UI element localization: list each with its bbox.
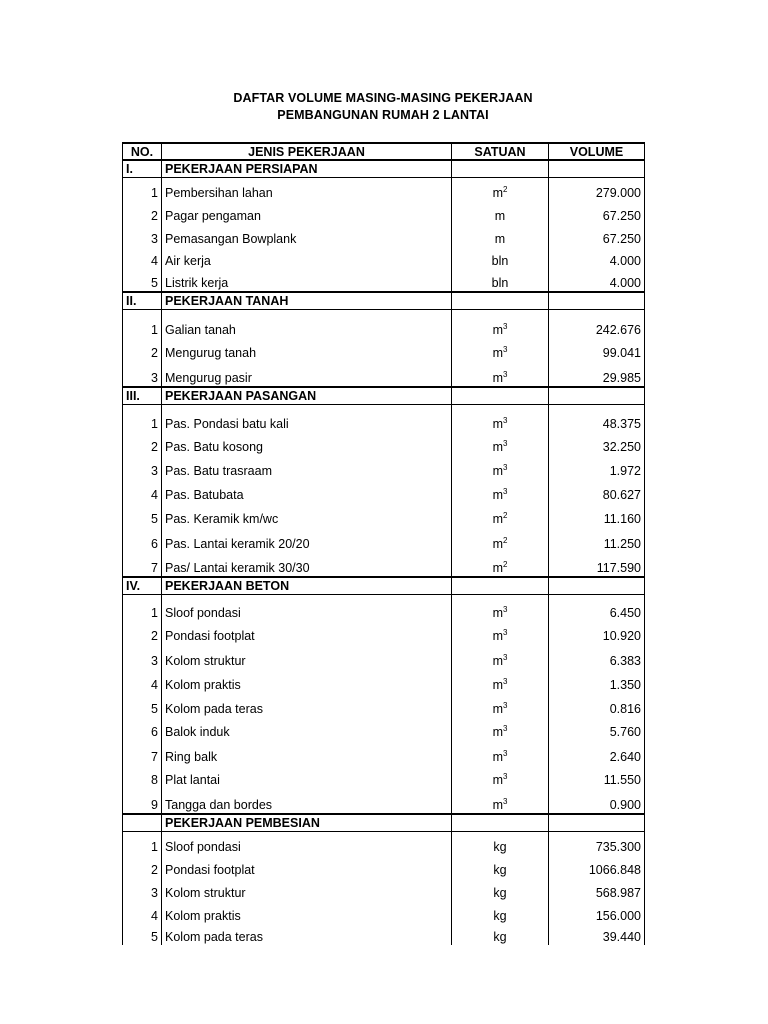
- item-number: 5: [123, 269, 162, 292]
- item-unit: [452, 595, 549, 622]
- item-number: 4: [123, 901, 162, 924]
- item-number: 4: [123, 247, 162, 269]
- section-volume-cell: [549, 577, 645, 595]
- item-unit: [452, 361, 549, 387]
- item-volume: 0.900: [549, 788, 645, 814]
- table-row: [123, 693, 645, 717]
- item-unit: [452, 224, 549, 247]
- item-number: 3: [123, 455, 162, 479]
- table-row: [123, 595, 645, 622]
- item-name: Pagar pengaman: [162, 201, 452, 224]
- unit-text: m: [492, 346, 503, 360]
- item-volume: 39.440: [549, 924, 645, 945]
- item-number: 8: [123, 765, 162, 788]
- item-unit: [452, 669, 549, 693]
- item-number: 2: [123, 621, 162, 644]
- unit-text: m: [492, 417, 503, 431]
- item-volume: 48.375: [549, 405, 645, 433]
- item-number: 4: [123, 669, 162, 693]
- unit-exponent: 3: [502, 700, 508, 710]
- item-volume: 11.160: [549, 503, 645, 527]
- unit-text: kg: [493, 840, 507, 854]
- item-name: Balok induk: [162, 717, 452, 740]
- section-row: [123, 387, 645, 405]
- item-unit: [452, 621, 549, 644]
- unit-text: m: [492, 606, 503, 620]
- item-number: 1: [123, 178, 162, 202]
- section-unit-cell: [452, 814, 549, 832]
- item-unit: [452, 269, 549, 292]
- table-row: [123, 503, 645, 527]
- item-name: Air kerja: [162, 247, 452, 269]
- item-volume: 10.920: [549, 621, 645, 644]
- section-volume-cell: [549, 814, 645, 832]
- item-name: Sloof pondasi: [162, 832, 452, 856]
- item-name: Kolom praktis: [162, 669, 452, 693]
- item-volume: 5.760: [549, 717, 645, 740]
- unit-text: m: [492, 750, 503, 764]
- item-volume: 117.590: [549, 552, 645, 577]
- table-header-row: [123, 143, 645, 160]
- table-row: [123, 338, 645, 361]
- item-number: 1: [123, 310, 162, 339]
- unit-text: m: [492, 464, 503, 478]
- unit-exponent: 3: [502, 796, 508, 806]
- item-name: Pas/ Lantai keramik 30/30: [162, 552, 452, 577]
- item-unit: [452, 503, 549, 527]
- item-name: Pas. Lantai keramik 20/20: [162, 527, 452, 552]
- unit-exponent: 3: [502, 604, 508, 614]
- item-number: 3: [123, 224, 162, 247]
- header-no: NO.: [123, 143, 162, 160]
- item-unit: [452, 740, 549, 765]
- item-volume: 735.300: [549, 832, 645, 856]
- table-row: [123, 832, 645, 856]
- item-name: Kolom pada teras: [162, 693, 452, 717]
- item-volume: 156.000: [549, 901, 645, 924]
- table-row: [123, 269, 645, 292]
- unit-exponent: 2: [502, 184, 508, 194]
- unit-text: m: [492, 186, 503, 200]
- item-name: Listrik kerja: [162, 269, 452, 292]
- item-volume: 1066.848: [549, 855, 645, 878]
- item-name: Plat lantai: [162, 765, 452, 788]
- unit-exponent: 3: [502, 676, 508, 686]
- header-satuan: SATUAN: [452, 143, 549, 160]
- item-name: Sloof pondasi: [162, 595, 452, 622]
- item-number: 2: [123, 201, 162, 224]
- item-name: Pas. Pondasi batu kali: [162, 405, 452, 433]
- header-jenis-pekerjaan: JENIS PEKERJAAN: [162, 143, 452, 160]
- unit-text: m: [494, 209, 506, 223]
- table-row: [123, 924, 645, 945]
- item-number: 1: [123, 832, 162, 856]
- section-number: III.: [123, 387, 162, 405]
- item-number: 6: [123, 717, 162, 740]
- item-number: 3: [123, 361, 162, 387]
- table-row: [123, 405, 645, 433]
- unit-exponent: 3: [502, 462, 508, 472]
- unit-text: m: [492, 323, 503, 337]
- table-row: [123, 878, 645, 901]
- item-unit: [452, 855, 549, 878]
- item-volume: 0.816: [549, 693, 645, 717]
- unit-text: m: [492, 654, 503, 668]
- item-volume: 4.000: [549, 247, 645, 269]
- item-number: 6: [123, 527, 162, 552]
- item-number: 3: [123, 644, 162, 669]
- unit-text: m: [492, 773, 503, 787]
- table-row: [123, 669, 645, 693]
- unit-exponent: 3: [502, 723, 508, 733]
- item-unit: [452, 901, 549, 924]
- unit-exponent: 3: [502, 771, 508, 781]
- unit-exponent: 3: [502, 748, 508, 758]
- header-volume: VOLUME: [549, 143, 645, 160]
- table-row: [123, 479, 645, 503]
- item-unit: [452, 405, 549, 433]
- item-name: Ring balk: [162, 740, 452, 765]
- section-unit-cell: [452, 387, 549, 405]
- unit-text: m: [492, 371, 503, 385]
- item-name: Pondasi footplat: [162, 855, 452, 878]
- unit-text: bln: [491, 254, 509, 268]
- section-unit-cell: [452, 160, 549, 178]
- item-number: 1: [123, 405, 162, 433]
- unit-exponent: 3: [502, 415, 508, 425]
- item-number: 2: [123, 432, 162, 455]
- unit-text: m: [492, 512, 503, 526]
- item-unit: [452, 527, 549, 552]
- item-unit: [452, 201, 549, 224]
- item-number: 9: [123, 788, 162, 814]
- section-number: II.: [123, 292, 162, 310]
- item-name: Pondasi footplat: [162, 621, 452, 644]
- section-number: I.: [123, 160, 162, 178]
- unit-text: m: [492, 488, 503, 502]
- section-title: PEKERJAAN PERSIAPAN: [162, 160, 452, 178]
- unit-text: m: [492, 537, 503, 551]
- item-volume: 568.987: [549, 878, 645, 901]
- section-title: PEKERJAAN TANAH: [162, 292, 452, 310]
- item-unit: [452, 717, 549, 740]
- section-title: PEKERJAAN PASANGAN: [162, 387, 452, 405]
- table-row: [123, 432, 645, 455]
- item-volume: 1.350: [549, 669, 645, 693]
- item-unit: [452, 338, 549, 361]
- item-unit: [452, 479, 549, 503]
- unit-text: m: [492, 440, 503, 454]
- item-unit: [452, 924, 549, 945]
- section-title: PEKERJAAN PEMBESIAN: [162, 814, 452, 832]
- table-row: [123, 644, 645, 669]
- section-volume-cell: [549, 160, 645, 178]
- item-volume: 11.550: [549, 765, 645, 788]
- item-volume: 4.000: [549, 269, 645, 292]
- unit-text: kg: [493, 909, 507, 923]
- section-volume-cell: [549, 292, 645, 310]
- item-name: Pas. Batu trasraam: [162, 455, 452, 479]
- item-volume: 1.972: [549, 455, 645, 479]
- table-row: [123, 224, 645, 247]
- volume-table: [122, 142, 645, 945]
- section-number: [123, 814, 162, 832]
- section-row: [123, 160, 645, 178]
- unit-exponent: 2: [502, 510, 508, 520]
- item-number: 5: [123, 503, 162, 527]
- item-volume: 6.450: [549, 595, 645, 622]
- item-name: Pas. Batu kosong: [162, 432, 452, 455]
- table-body: [123, 160, 645, 945]
- table-row: [123, 455, 645, 479]
- item-name: Pembersihan lahan: [162, 178, 452, 202]
- table-row: [123, 717, 645, 740]
- item-unit: [452, 644, 549, 669]
- item-volume: 242.676: [549, 310, 645, 339]
- item-name: Kolom praktis: [162, 901, 452, 924]
- unit-text: m: [492, 702, 503, 716]
- item-unit: [452, 247, 549, 269]
- item-unit: [452, 310, 549, 339]
- unit-exponent: 2: [502, 559, 508, 569]
- unit-text: m: [492, 798, 503, 812]
- item-number: 3: [123, 878, 162, 901]
- item-volume: 80.627: [549, 479, 645, 503]
- table-row: [123, 178, 645, 202]
- unit-exponent: 3: [502, 369, 508, 379]
- item-name: Kolom struktur: [162, 644, 452, 669]
- item-name: Pemasangan Bowplank: [162, 224, 452, 247]
- section-unit-cell: [452, 577, 549, 595]
- item-volume: 67.250: [549, 201, 645, 224]
- table-row: [123, 901, 645, 924]
- item-number: 7: [123, 552, 162, 577]
- item-number: 2: [123, 855, 162, 878]
- document-subtitle: PEMBANGUNAN RUMAH 2 LANTAI: [277, 108, 489, 122]
- item-number: 4: [123, 479, 162, 503]
- table-row: [123, 552, 645, 577]
- table-row: [123, 527, 645, 552]
- item-volume: 99.041: [549, 338, 645, 361]
- item-name: Mengurug pasir: [162, 361, 452, 387]
- section-number: IV.: [123, 577, 162, 595]
- item-name: Pas. Keramik km/wc: [162, 503, 452, 527]
- item-volume: 2.640: [549, 740, 645, 765]
- section-row: [123, 814, 645, 832]
- unit-text: m: [492, 561, 503, 575]
- item-volume: 29.985: [549, 361, 645, 387]
- document-title: DAFTAR VOLUME MASING-MASING PEKERJAAN: [233, 91, 533, 105]
- item-unit: [452, 788, 549, 814]
- item-number: 5: [123, 924, 162, 945]
- table-row: [123, 621, 645, 644]
- section-row: [123, 577, 645, 595]
- section-volume-cell: [549, 387, 645, 405]
- item-number: 2: [123, 338, 162, 361]
- item-unit: [452, 178, 549, 202]
- item-name: Mengurug tanah: [162, 338, 452, 361]
- item-unit: [452, 455, 549, 479]
- table-row: [123, 247, 645, 269]
- unit-text: kg: [493, 930, 507, 944]
- unit-exponent: 3: [502, 486, 508, 496]
- item-volume: 67.250: [549, 224, 645, 247]
- item-unit: [452, 432, 549, 455]
- item-name: Pas. Batubata: [162, 479, 452, 503]
- unit-text: m: [492, 725, 503, 739]
- table-row: [123, 201, 645, 224]
- unit-exponent: 3: [502, 627, 508, 637]
- item-volume: 11.250: [549, 527, 645, 552]
- table-row: [123, 740, 645, 765]
- table-row: [123, 855, 645, 878]
- section-unit-cell: [452, 292, 549, 310]
- unit-text: kg: [493, 863, 507, 877]
- item-unit: [452, 832, 549, 856]
- section-title: PEKERJAAN BETON: [162, 577, 452, 595]
- unit-text: m: [492, 629, 503, 643]
- item-number: 5: [123, 693, 162, 717]
- item-name: Galian tanah: [162, 310, 452, 339]
- item-volume: 32.250: [549, 432, 645, 455]
- item-unit: [452, 878, 549, 901]
- item-volume: 279.000: [549, 178, 645, 202]
- table-row: [123, 788, 645, 814]
- item-unit: [452, 552, 549, 577]
- item-unit: [452, 693, 549, 717]
- table-row: [123, 361, 645, 387]
- item-name: Kolom struktur: [162, 878, 452, 901]
- unit-text: bln: [491, 276, 509, 290]
- unit-text: m: [492, 678, 503, 692]
- unit-text: kg: [493, 886, 507, 900]
- table-row: [123, 310, 645, 339]
- item-name: Tangga dan bordes: [162, 788, 452, 814]
- section-row: [123, 292, 645, 310]
- item-volume: 6.383: [549, 644, 645, 669]
- item-number: 7: [123, 740, 162, 765]
- unit-exponent: 3: [502, 652, 508, 662]
- unit-exponent: 3: [502, 438, 508, 448]
- unit-exponent: 3: [502, 344, 508, 354]
- unit-exponent: 3: [502, 321, 508, 331]
- unit-text: m: [494, 232, 506, 246]
- item-unit: [452, 765, 549, 788]
- table-row: [123, 765, 645, 788]
- item-name: Kolom pada teras: [162, 924, 452, 945]
- item-number: 1: [123, 595, 162, 622]
- unit-exponent: 2: [502, 535, 508, 545]
